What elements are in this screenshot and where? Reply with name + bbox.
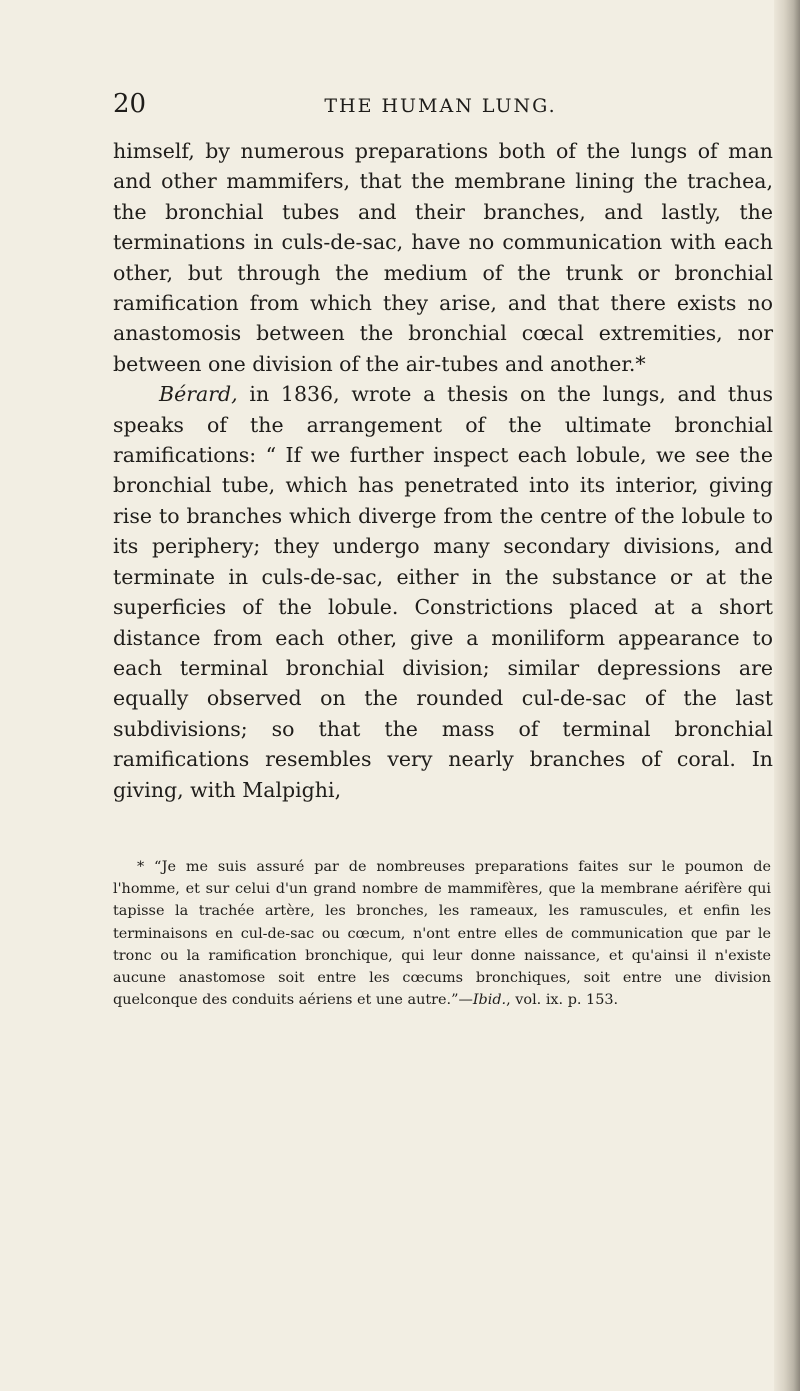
page-header: [113, 84, 768, 124]
paragraph-2: [113, 379, 773, 805]
footnote-ibid: Ibid.: [472, 992, 507, 1009]
running-title: THE HUMAN LUNG.: [324, 95, 557, 117]
paragraph-2-text: in 1836, wrote a thesis on the lungs, and thus speaks of the arrangement of the ultimate bronchial ramifications: “ If we further inspect each lobule, we see the bronchial tube, which has penetrated into its interior, giving rise to branches which diverge from the centre of the lobule to its periphery; they undergo many secondary divisions, and terminate in culs-de-sac, either in the substance or at the superficies of the lobule. Constrictions placed at a short distance from each other, give a moniliform appearance to each terminal bronchial division; similar depressions are equally observed on the rounded cul-de-sac of the last subdivisions; so that the mass of terminal bronchial ramifications resembles very nearly branches of coral. In giving, with Malpighi,: [113, 382, 773, 802]
main-text: [113, 136, 773, 805]
page-number: 20: [113, 89, 147, 119]
footnote-text: * “Je me suis assuré par de nombreuses preparations faites sur le poumon de l'homme, et sur celui d'un grand nombre de mammifères, que la membrane aérifère qui tapisse la trachée artère, les bronches, les rameaux, les ramuscules, et enfin les terminaisons en cul-de-sac ou cœcum, n'ont entre elles de communication que par le tronc ou la ramification bronchique, qui leur donne naissance, et qu'ainsi il n'existe aucune anastomose soit entre les cœcums bronchiques, soit entre une division quelconque des conduits aériens et une autre.”—: [113, 859, 771, 1009]
footnote-text-block: [113, 856, 771, 1011]
author-name: Bérard,: [159, 382, 238, 407]
footnote: [113, 856, 771, 1011]
page-edge-shadow: [774, 0, 800, 1391]
footnote-citation: , vol. ix. p. 153.: [506, 992, 619, 1009]
paragraph-1: himself, by numerous preparations both of the lungs of man and other mammifers, that the membrane lining the trachea, the bronchial tubes and their branches, and lastly, the terminations in culs-de-sac, have no communication with each other, but through the medium of the trunk or bronchial ramification from which they arise, and that there exists no anastomosis between the bronchial cœcal extremities, nor between one division of the air-tubes and another.*: [113, 139, 773, 376]
